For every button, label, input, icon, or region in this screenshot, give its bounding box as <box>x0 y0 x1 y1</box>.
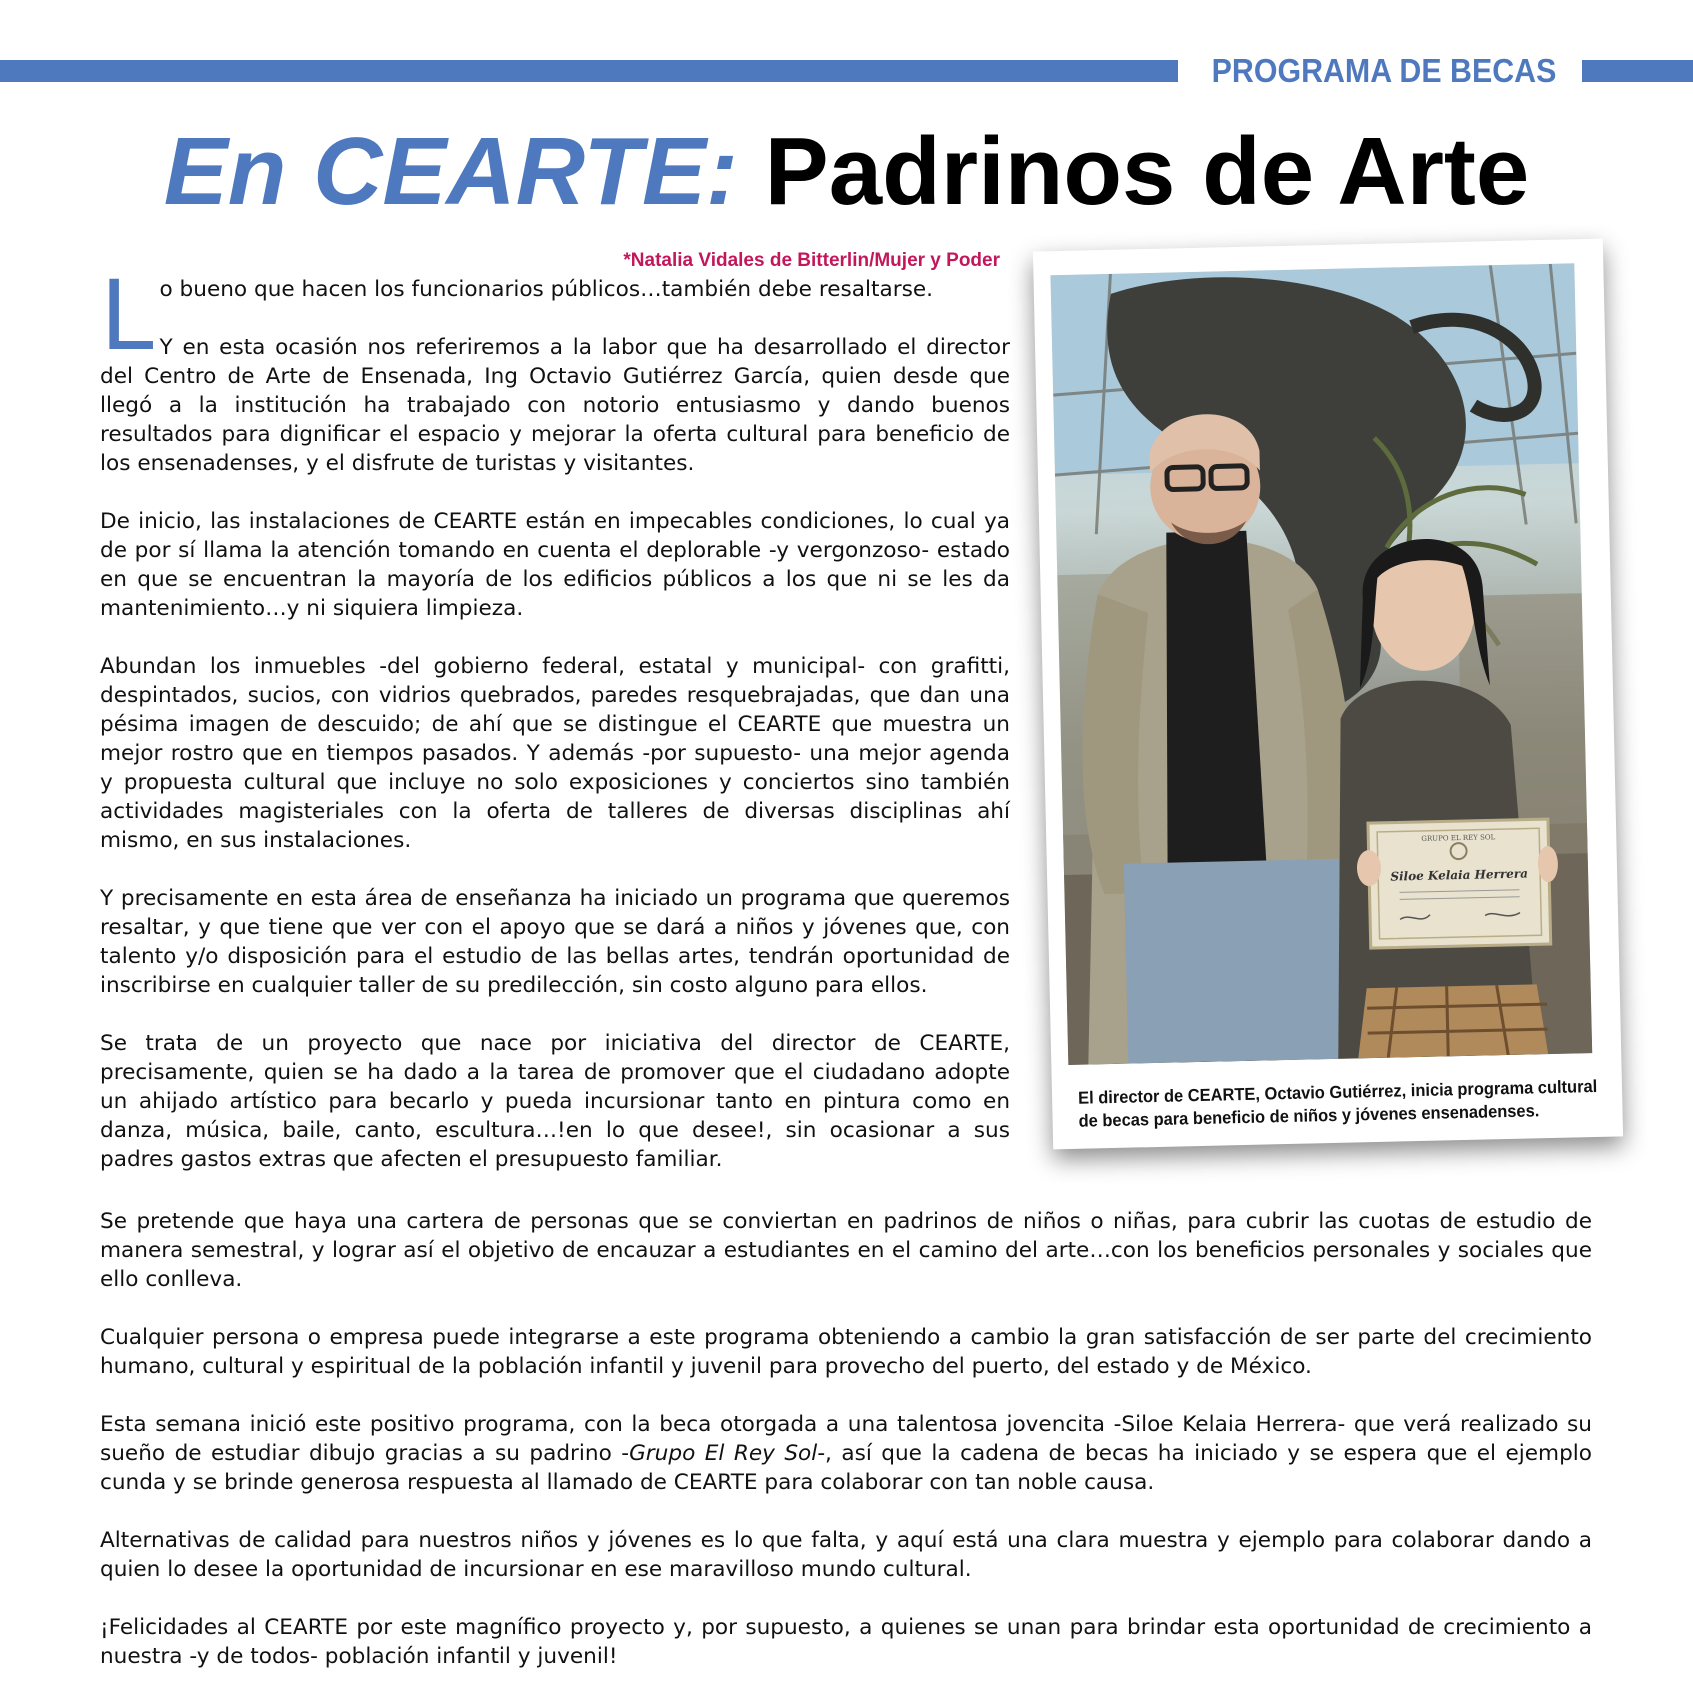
paragraph-10: Alternativas de calidad para nuestros niños y jóvenes es lo que falta, y aquí está una clara muestra y ejemplo para colaborar dando a quien lo desee la oportunidad de incursionar en ese maravilloso mundo cultural. <box>100 1528 1592 1582</box>
paragraph-6: Se trata de un proyecto que nace por iniciativa del director de CEARTE, precisamente, quien se ha dado a la tarea de promover que el ciudadano adopte un ahijado artístico para becarlo y pueda incursionar tanto en pintura como en danza, música, baile, canto, escultura…!en lo que desee!, sin ocasionar a sus padres gastos extras que afecten el presupuesto familiar. <box>100 1031 1010 1172</box>
caption-line-1: El director de CEARTE, Octavio Gutiérrez, inicia programa cultural <box>1077 1075 1598 1108</box>
paragraph-3: De inicio, las instalaciones de CEARTE están en impecables condiciones, lo cual ya de por sí llama la atención tomando en cuenta el deplorable -y vergonzoso- estado en que se encuentran la mayoría de los edificios públicos a los que ni se les da mantenimiento…y ni siquiera limpieza. <box>100 509 1010 621</box>
page-title <box>0 112 1693 232</box>
photo-card <box>1033 239 1623 1150</box>
title-prefix: En CEARTE: <box>163 118 738 225</box>
drop-cap: L <box>100 260 154 372</box>
certificate-org: GRUPO EL REY SOL <box>1421 833 1496 843</box>
sponsor-name: Grupo El Rey Sol- <box>629 1441 826 1466</box>
paragraph-5: Y precisamente en esta área de enseñanza ha iniciado un programa que queremos resaltar, y que tiene que ver con el apoyo que se dará a niños y jóvenes que, con talento y/o disposición para el estudio de las bellas artes, tendrán oportunidad de inscribirse en cualquier taller de su predilección, sin costo alguno para ellos. <box>100 886 1010 998</box>
section-label: PROGRAMA DE BECAS <box>1211 52 1557 89</box>
header-rule-right <box>1582 60 1693 82</box>
article-photo <box>1050 263 1592 1065</box>
author-byline: *Natalia Vidales de Bitterlin/Mujer y Poder <box>623 250 1000 271</box>
header-rule-left <box>0 60 1178 82</box>
paragraph-9 <box>100 1410 1592 1497</box>
paragraph-1-text: o bueno que hacen los funcionarios públicos…también debe resaltarse. <box>159 277 933 302</box>
paragraph-9-text-b: , así que la cadena de becas ha iniciado y se espera que el ejemplo cunda y se brinde generosa respuesta al llamado de CEARTE para colaborar con tan noble causa. <box>100 1441 1592 1495</box>
paragraph-9-text-a: Esta semana inició este positivo programa, con la beca otorgada a una talentosa jovencita -Siloe Kelaia Herrera- que verá realizado su sueño de estudiar dibujo gracias a su padrino - <box>100 1412 1592 1466</box>
paragraph-4: Abundan los inmuebles -del gobierno federal, estatal y municipal- con grafitti, despintados, sucios, con vidrios quebrados, paredes resquebrajadas, que dan una pésima imagen de descuido; de ahí que se distingue el CEARTE que muestra un mejor rostro que en tiempos pasados. Y además -por supuesto- una mejor agenda y propuesta cultural que incluye no solo exposiciones y conciertos sino también actividades magisteriales con la oferta de talleres de diversas disciplinas ahí mismo, en sus instalaciones. <box>100 654 1010 853</box>
photo-caption <box>1077 1075 1598 1133</box>
certificate-name: Siloe Kelaia Herrera <box>1390 866 1529 884</box>
photo-illustration <box>1050 263 1592 1065</box>
paragraph-8: Cualquier persona o empresa puede integrarse a este programa obteniendo a cambio la gran satisfacción de ser parte del crecimiento humano, cultural y espiritual de la población infantil y juvenil para provecho del puerto, del estado y de México. <box>100 1325 1592 1379</box>
paragraph-7: Se pretende que haya una cartera de personas que se conviertan en padrinos de niños o niñas, para cubrir las cuotas de estudio de manera semestral, y lograr así el objetivo de encauzar a estudiantes en el camino del arte…con los beneficios personales y sociales que ello conlleva. <box>100 1209 1592 1292</box>
title-main: Padrinos de Arte <box>764 118 1530 225</box>
caption-line-2: de becas para beneficio de niños y jóvenes ensenadenses. <box>1078 1100 1540 1131</box>
paragraph-11: ¡Felicidades al CEARTE por este magnífico proyecto y, por supuesto, a quienes se unan para brindar esta oportunidad de crecimiento a nuestra -y de todos- población infantil y juvenil! <box>100 1615 1592 1669</box>
paragraph-2-text: Y en esta ocasión nos referiremos a la labor que ha desarrollado el director del Centro de Arte de Ensenada, Ing Octavio Gutiérrez García, quien desde que llegó a la institución ha trabajado con notorio entusiasmo y dando buenos resultados para dignificar el espacio y mejorar la oferta cultural para beneficio de los ensenadenses, y el disfrute de turistas y visitantes. <box>100 335 1010 476</box>
article-column-full <box>100 1207 1592 1700</box>
